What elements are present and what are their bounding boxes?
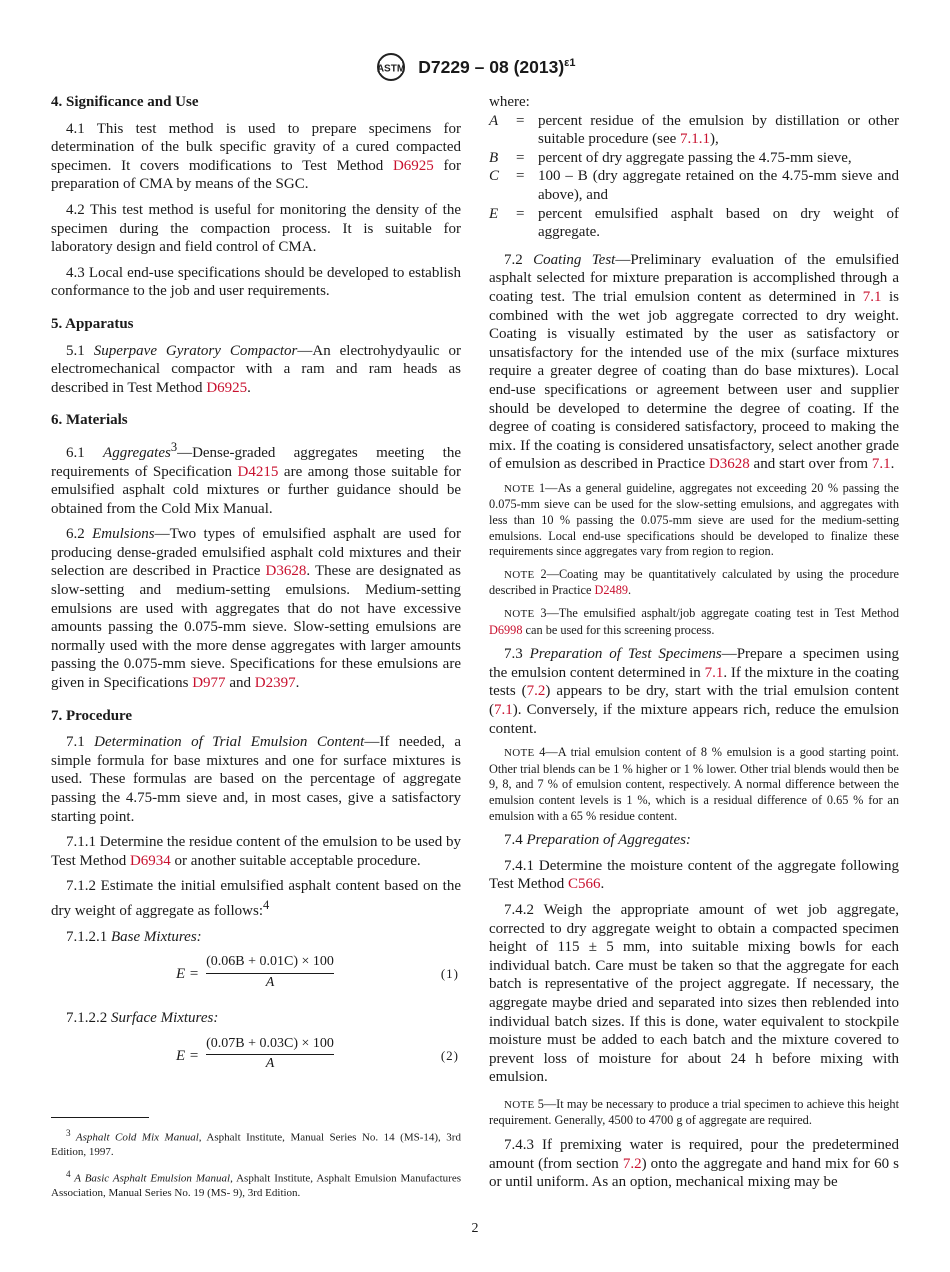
para-7-2: 7.2 Coating Test—Preliminary evaluation of the emulsified asphalt selected for mixture preparation is accomplished through a coating test. The trial emulsion content as determined in 7.1 is combined with the wet job aggregate corrected to dry weight. Coating is visually estimated by the user as satisfactory or unsatisfactory for the intended use of the mix (surface mixtures require a greater degree of coating than do base mixtures). Local end-use specifications or agreement between user and supplier should be developed to determine the degree of coating. If the degree of coating is considered satisfactory, proceed to making the mix. If the coating is considered unsatisfactory, select another grade of emulsion as described in Practice D3628 and start over from 7.1.: [489, 251, 900, 473]
para-6-1: 6.1 Aggregates$^3$—Dense-graded aggregates meeting the requirements of Specification D4215 are among those suitable for emulsified asphalt cold mixtures or further guidance should be obtained from the Cold Mix Manual.: [51, 439, 462, 517]
footnote-divider: [51, 1117, 149, 1118]
section-7-heading: 7. Procedure: [51, 707, 133, 724]
page-number: 2: [471, 1221, 479, 1236]
para-5-1: 5.1 Superpave Gyratory Compactor—An electrohydyaulic or electromechanical compactor with a ram and ram heads as described in Test Method D6925.: [51, 342, 462, 396]
definition-row: B = percent of dry aggregate passing the 4.75-mm sieve,: [489, 149, 852, 166]
para-7-1-2: 7.1.2 Estimate the initial emulsified asphalt content based on the dry weight of aggregate as follows:$^4$: [51, 878, 461, 919]
para-4-1: 4.1 This test method is used to prepare specimens for determination of the bulk specific gravity of a cured compacted specimen. It covers modifications to Test Method D6925 for preparation of CMA by means of the SGC.: [51, 120, 461, 193]
para-7-1: 7.1 Determination of Trial Emulsion Content—If needed, a simple formula for base mixtures and one for surface mixtures is used. These formulas are based on the percentage of aggregate passing the 4.75-mm sieve and, in most cases, give a satisfactory starting point.: [51, 734, 462, 825]
equation-denominator: A: [265, 1056, 275, 1072]
section-6-heading: 6. Materials: [51, 412, 128, 429]
para-7-4: 7.4 Preparation of Aggregates:: [504, 832, 691, 849]
equation-1: [51, 953, 461, 997]
equation-number: (1): [440, 966, 459, 982]
link-7-1[interactable]: 7.1: [862, 288, 882, 305]
link-d6925[interactable]: D6925: [392, 157, 434, 174]
para-7-4-1: 7.4.1 Determine the moisture content of the aggregate following Test Method C566.: [489, 857, 899, 893]
equation-lhs: E =: [176, 1047, 200, 1064]
section-4-heading: 4. Significance and Use: [51, 94, 199, 110]
link-d2397[interactable]: D2397: [254, 675, 296, 692]
equation-lhs: E =: [176, 966, 200, 983]
astm-logo-icon: [374, 52, 408, 82]
page-header: [0, 52, 950, 82]
right-column: [489, 93, 899, 1199]
equation-fraction: [206, 1035, 334, 1074]
link-7-1-1[interactable]: 7.1.1: [680, 131, 711, 148]
definition-row: A = percent residue of the emulsion by distillation or other suitable procedure (see 7.1.1),: [489, 112, 899, 148]
svg-text:ASTM: ASTM: [377, 63, 406, 75]
para-7-3: 7.3 Preparation of Test Specimens—Prepare a specimen using the emulsion content determined in 7.1. If the mixture in the coating tests (7.2) appears to be dry, start with the trial emulsion content (7.1). Conversely, if the mixture appears rich, reduce the emulsion content.: [489, 646, 899, 737]
para-7-4-3: 7.4.3 If premixing water is required, pour the predetermined amount (from section 7.2) onto the aggregate and hand mix for 60 s or until uniform. As an option, mechanical mixing may be: [489, 1137, 900, 1191]
where-label: where:: [489, 94, 530, 110]
link-d3628[interactable]: D3628: [265, 563, 307, 580]
para-7-4-2: 7.4.2 Weigh the appropriate amount of wet job aggregate, corrected to dry aggregate weight to obtain a compacted specimen height of 115 ± 5 mm, into suitable mixing bowls for each individual batch. Care must be taken so that the aggregate for each batch is representative of the project aggregate. If necessary, the aggregate maybe dried and separated into sizes then reblended into individual batch sizes. If this is done, water equivalent to stockpile moisture must be added to each batch and the mixture covered to prevent loss of moisture for about 24 h before mixing with emulsion.: [489, 901, 899, 1086]
definition-row: C = 100 – B (dry aggregate retained on the 4.75-mm sieve and above), and: [489, 168, 899, 203]
link-7-1[interactable]: 7.1: [494, 702, 513, 718]
note-3: NOTE 3—The emulsified asphalt/job aggregate coating test in Test Method D6998 can be used for this screening process.: [489, 606, 899, 637]
designation-superscript: ε1: [564, 56, 576, 69]
link-d6998[interactable]: D6998: [489, 622, 523, 637]
section-5-heading: 5. Apparatus: [51, 315, 134, 332]
para-7-1-2-2: 7.1.2.2 Surface Mixtures:: [66, 1010, 219, 1027]
equation-numerator: (0.07B + 0.03C) × 100: [206, 1035, 334, 1056]
link-d6925[interactable]: D6925: [206, 379, 248, 396]
para-7-1-1: 7.1.1 Determine the residue content of the emulsion to be used by Test Method D6934 or another suitable acceptable procedure.: [51, 834, 461, 869]
equation-number: (2): [440, 1047, 459, 1063]
definition-row: E = percent emulsified asphalt based on dry weight of aggregate.: [489, 205, 899, 241]
link-c566[interactable]: C566: [567, 876, 601, 893]
para-7-1-2-1: 7.1.2.1 Base Mixtures:: [66, 928, 202, 945]
para-6-2: 6.2 Emulsions—Two types of emulsified asphalt are used for producing dense-graded emulsified asphalt cold mixtures and their selection are described in Practice D3628. These are designated as slow-setting and medium-setting emulsions. Medium-setting emulsions are used with aggregates that do not have excessive amounts passing the 0.075-mm sieve. Slow-setting emulsions are normally used with the more dense aggregates with larger amounts passing the 0.075-mm sieve. Specifications for these emulsions are given in Specifications D977 and D2397.: [51, 526, 462, 692]
note-2: NOTE 2—Coating may be quantitatively calculated by using the procedure described in Practice D2489.: [489, 566, 899, 598]
note-4: NOTE 4—A trial emulsion content of 8 % emulsion is a good starting point. Other trial blends can be 1 % higher or 1 % lower. Other trial blends would then be 9, 8, and 7 % of emulsion content, respectively. A normal difference between the emulsion content levels is 1 %, which is a residual difference of 0.65 % for an emulsion with a 65 % residue content.: [489, 745, 899, 823]
variable-definitions: [489, 112, 899, 242]
equation-denominator: A: [265, 974, 275, 990]
para-4-2: 4.2 This test method is useful for monitoring the density of the specimen during the compaction process. It is suitable for laboratory design and field control of CMA.: [51, 201, 461, 256]
equation-2: [51, 1035, 461, 1079]
link-d2489[interactable]: D2489: [594, 583, 628, 598]
link-d3628[interactable]: D3628: [708, 456, 750, 473]
link-d4215[interactable]: D4215: [237, 463, 279, 480]
left-column: [51, 93, 461, 1207]
standard-designation: D7229 – 08 $(2013)^{\varepsilon 1}$: [418, 56, 576, 77]
link-d977[interactable]: D977: [192, 675, 226, 692]
equation-numerator: (0.06B + 0.01C) × 100: [206, 953, 334, 974]
footnote-ref-4: 4: [263, 897, 270, 912]
para-4-3: 4.3 Local end-use specifications should be developed to establish conformance to the job and user requirements.: [51, 264, 461, 300]
link-7-2[interactable]: 7.2: [526, 683, 546, 700]
link-d6934[interactable]: D6934: [129, 852, 171, 869]
link-7-2[interactable]: 7.2: [622, 1155, 642, 1172]
footnote-4: $^4$ A Basic Asphalt Emulsion Manual, Asphalt Institute, Asphalt Emulsion Manufactures Association, Manual Series No. 19 (MS- 9), 3rd Edition.: [51, 1168, 462, 1199]
note-1: NOTE 1—As a general guideline, aggregates not exceeding 20 % passing the 0.075-mm sieve can be used for the slow-setting emulsions, and aggregates with less than 10 % passing the 0.075-mm sieve are used for the medium-setting emulsions. Local end-use specifications should be developed to finalize these requirements since aggregates vary from region to region.: [489, 480, 899, 559]
footnote-ref-3: 3: [170, 439, 178, 454]
link-7-1[interactable]: 7.1: [871, 456, 891, 473]
equation-fraction: [206, 953, 334, 992]
footnote-3: $^3$ Asphalt Cold Mix Manual, Asphalt Institute, Manual Series No. 14 (MS-14), 3rd Edition, 1997.: [51, 1127, 461, 1158]
link-7-1[interactable]: 7.1: [704, 664, 724, 681]
note-5: NOTE 5—It may be necessary to produce a trial specimen to achieve this height requirement. Generally, 4500 to 4700 g of aggregate are required.: [489, 1096, 899, 1128]
